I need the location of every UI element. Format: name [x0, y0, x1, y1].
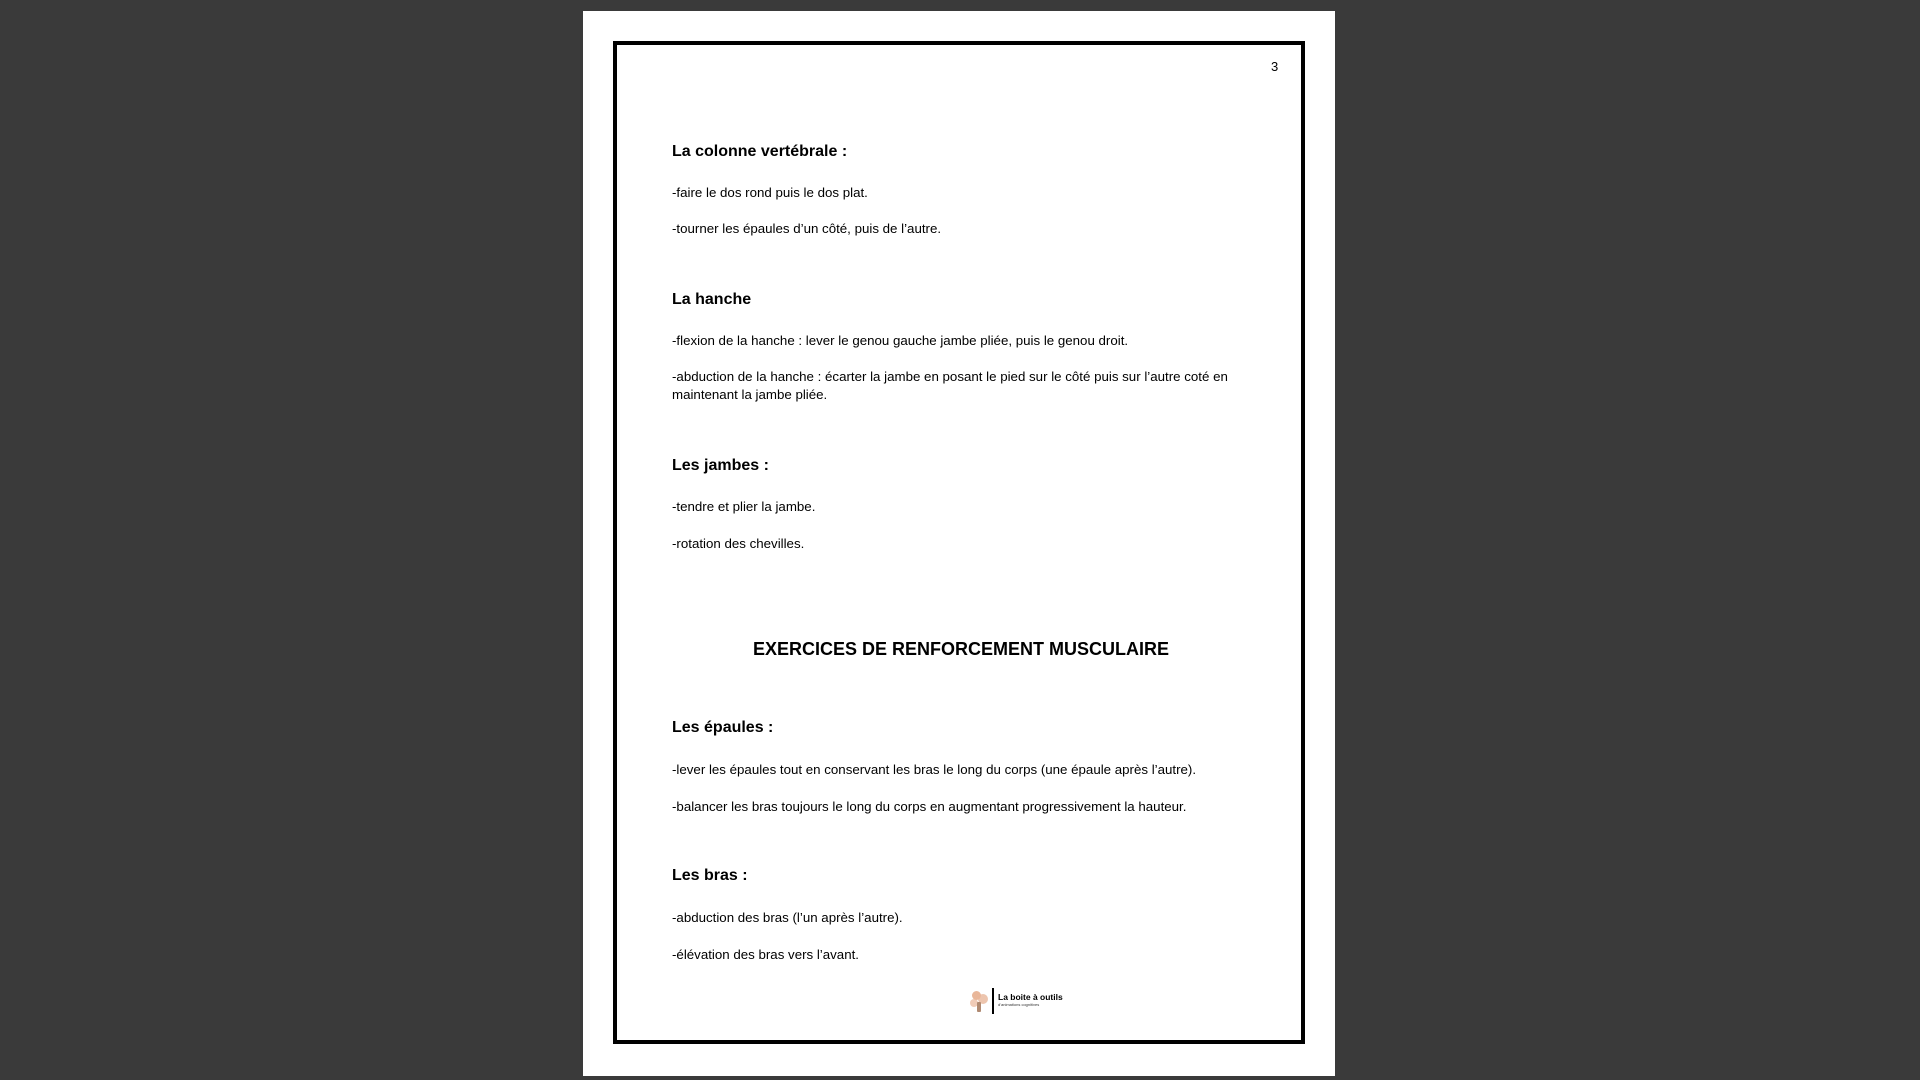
exercise-item: -abduction des bras (l’un après l’autre). — [672, 910, 903, 925]
document-page — [583, 11, 1335, 1076]
exercise-item: -faire le dos rond puis le dos plat. — [672, 185, 868, 200]
heading-colonne-vertebrale: La colonne vertébrale : — [672, 143, 848, 160]
page-number: 3 — [1271, 59, 1279, 74]
section-title-renforcement: EXERCICES DE RENFORCEMENT MUSCULAIRE — [752, 639, 1170, 659]
exercise-item: -lever les épaules tout en conservant les bras le long du corps (une épaule après l’autre). — [672, 762, 1197, 777]
exercise-item: -flexion de la hanche : lever le genou gauche jambe pliée, puis le genou droit. — [672, 333, 1129, 348]
exercise-item: -tourner les épaules d’un côté, puis de l’autre. — [672, 221, 942, 236]
heading-jambes: Les jambes : — [672, 457, 769, 474]
logo-text — [998, 993, 1063, 1009]
exercise-item: -abduction de la hanche : écarter la jambe en posant le pied sur le côté puis sur l’autre coté en maintenant la jambe pliée. — [672, 369, 1228, 402]
exercise-item: -rotation des chevilles. — [672, 536, 805, 551]
heading-bras: Les bras : — [672, 867, 748, 884]
tree-logo-icon — [968, 989, 990, 1013]
page-border-frame — [613, 41, 1305, 1044]
logo-divider — [992, 988, 994, 1014]
heading-epaules: Les épaules : — [672, 719, 774, 736]
heading-hanche: La hanche — [672, 291, 752, 308]
logo-title: La boite à outils — [998, 992, 1063, 1002]
logo-subtitle: d'animations cognitives — [998, 1002, 1040, 1007]
footer-logo — [968, 986, 1068, 1016]
exercise-item: -balancer les bras toujours le long du corps en augmentant progressivement la hauteur. — [672, 799, 1187, 814]
exercise-item: -élévation des bras vers l’avant. — [672, 947, 859, 962]
exercise-item: -tendre et plier la jambe. — [672, 499, 816, 514]
